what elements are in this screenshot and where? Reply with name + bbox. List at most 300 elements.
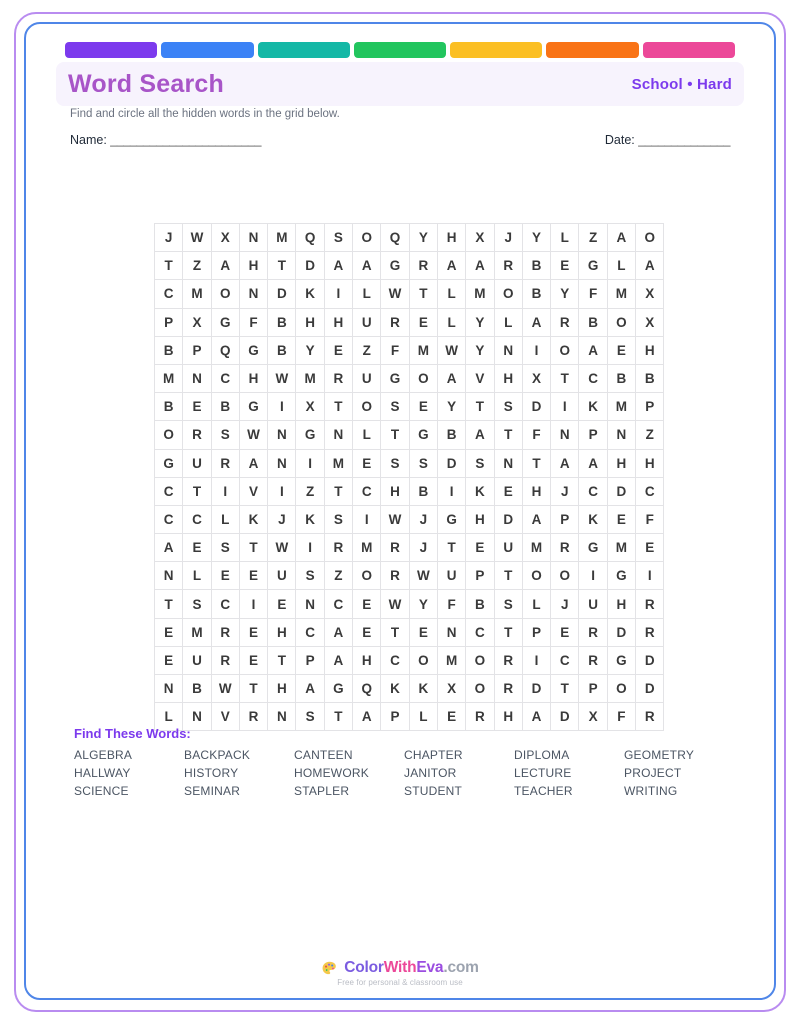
grid-cell-r4c6[interactable]: H xyxy=(296,308,324,336)
grid-cell-r3c17[interactable]: M xyxy=(607,280,635,308)
grid-cell-r8c16[interactable]: P xyxy=(579,421,607,449)
grid-cell-r3c9[interactable]: W xyxy=(381,280,409,308)
grid-cell-r1c10[interactable]: Y xyxy=(409,224,437,252)
wordlist-item[interactable]: STUDENT xyxy=(404,784,463,798)
grid-cell-r18c3[interactable]: V xyxy=(211,703,239,731)
grid-cell-r3c14[interactable]: B xyxy=(522,280,550,308)
grid-cell-r2c7[interactable]: A xyxy=(324,252,352,280)
grid-cell-r2c11[interactable]: A xyxy=(437,252,465,280)
grid-cell-r17c18[interactable]: D xyxy=(636,675,664,703)
grid-cell-r12c12[interactable]: E xyxy=(466,534,494,562)
grid-cell-r1c17[interactable]: A xyxy=(607,224,635,252)
grid-cell-r6c13[interactable]: H xyxy=(494,364,522,392)
grid-cell-r17c6[interactable]: A xyxy=(296,675,324,703)
grid-cell-r15c7[interactable]: A xyxy=(324,618,352,646)
grid-cell-r11c6[interactable]: K xyxy=(296,505,324,533)
wordlist-item[interactable]: BACKPACK xyxy=(184,748,251,762)
grid-cell-r8c5[interactable]: N xyxy=(268,421,296,449)
grid-cell-r5c14[interactable]: I xyxy=(522,336,550,364)
grid-cell-r12c14[interactable]: M xyxy=(522,534,550,562)
grid-cell-r13c7[interactable]: Z xyxy=(324,562,352,590)
grid-cell-r7c5[interactable]: I xyxy=(268,393,296,421)
grid-cell-r15c2[interactable]: M xyxy=(183,618,211,646)
grid-cell-r8c13[interactable]: T xyxy=(494,421,522,449)
grid-cell-r11c3[interactable]: L xyxy=(211,505,239,533)
grid-cell-r3c3[interactable]: O xyxy=(211,280,239,308)
wordlist-item[interactable]: DIPLOMA xyxy=(514,748,570,762)
grid-cell-r12c15[interactable]: R xyxy=(551,534,579,562)
wordlist-item[interactable]: JANITOR xyxy=(404,766,457,780)
grid-cell-r9c6[interactable]: I xyxy=(296,449,324,477)
grid-cell-r2c12[interactable]: A xyxy=(466,252,494,280)
grid-cell-r16c9[interactable]: C xyxy=(381,646,409,674)
grid-cell-r17c16[interactable]: P xyxy=(579,675,607,703)
grid-cell-r8c11[interactable]: B xyxy=(437,421,465,449)
grid-cell-r14c3[interactable]: C xyxy=(211,590,239,618)
grid-cell-r5c9[interactable]: F xyxy=(381,336,409,364)
grid-cell-r13c8[interactable]: O xyxy=(353,562,381,590)
grid-cell-r4c15[interactable]: R xyxy=(551,308,579,336)
grid-cell-r11c9[interactable]: W xyxy=(381,505,409,533)
grid-cell-r7c14[interactable]: D xyxy=(522,393,550,421)
grid-cell-r16c2[interactable]: U xyxy=(183,646,211,674)
grid-cell-r5c15[interactable]: O xyxy=(551,336,579,364)
grid-cell-r14c4[interactable]: I xyxy=(239,590,267,618)
grid-cell-r7c16[interactable]: K xyxy=(579,393,607,421)
grid-cell-r9c8[interactable]: E xyxy=(353,449,381,477)
brand-wordmark[interactable] xyxy=(344,959,478,977)
grid-cell-r13c13[interactable]: T xyxy=(494,562,522,590)
grid-cell-r12c6[interactable]: I xyxy=(296,534,324,562)
grid-cell-r6c7[interactable]: R xyxy=(324,364,352,392)
grid-cell-r8c3[interactable]: S xyxy=(211,421,239,449)
grid-cell-r10c6[interactable]: Z xyxy=(296,477,324,505)
grid-cell-r9c12[interactable]: S xyxy=(466,449,494,477)
grid-cell-r11c5[interactable]: J xyxy=(268,505,296,533)
grid-cell-r16c18[interactable]: D xyxy=(636,646,664,674)
grid-cell-r16c15[interactable]: C xyxy=(551,646,579,674)
grid-cell-r9c5[interactable]: N xyxy=(268,449,296,477)
grid-cell-r12c11[interactable]: T xyxy=(437,534,465,562)
grid-cell-r11c2[interactable]: C xyxy=(183,505,211,533)
grid-cell-r9c4[interactable]: A xyxy=(239,449,267,477)
grid-cell-r5c13[interactable]: N xyxy=(494,336,522,364)
grid-cell-r11c13[interactable]: D xyxy=(494,505,522,533)
grid-cell-r18c14[interactable]: A xyxy=(522,703,550,731)
grid-cell-r1c15[interactable]: L xyxy=(551,224,579,252)
grid-cell-r1c3[interactable]: X xyxy=(211,224,239,252)
grid-cell-r12c2[interactable]: E xyxy=(183,534,211,562)
grid-cell-r15c13[interactable]: T xyxy=(494,618,522,646)
grid-cell-r18c18[interactable]: R xyxy=(636,703,664,731)
grid-cell-r1c6[interactable]: Q xyxy=(296,224,324,252)
grid-cell-r14c16[interactable]: U xyxy=(579,590,607,618)
grid-cell-r6c10[interactable]: O xyxy=(409,364,437,392)
grid-cell-r14c17[interactable]: H xyxy=(607,590,635,618)
grid-cell-r18c4[interactable]: R xyxy=(239,703,267,731)
grid-cell-r16c8[interactable]: H xyxy=(353,646,381,674)
grid-cell-r10c4[interactable]: V xyxy=(239,477,267,505)
grid-cell-r14c6[interactable]: N xyxy=(296,590,324,618)
grid-cell-r17c12[interactable]: O xyxy=(466,675,494,703)
grid-cell-r17c14[interactable]: D xyxy=(522,675,550,703)
grid-cell-r8c7[interactable]: N xyxy=(324,421,352,449)
grid-cell-r5c1[interactable]: B xyxy=(155,336,183,364)
wordlist-item[interactable]: STAPLER xyxy=(294,784,350,798)
grid-cell-r11c7[interactable]: S xyxy=(324,505,352,533)
grid-cell-r12c3[interactable]: S xyxy=(211,534,239,562)
grid-cell-r15c17[interactable]: D xyxy=(607,618,635,646)
grid-cell-r10c16[interactable]: C xyxy=(579,477,607,505)
grid-cell-r13c9[interactable]: R xyxy=(381,562,409,590)
grid-cell-r5c12[interactable]: Y xyxy=(466,336,494,364)
grid-cell-r7c10[interactable]: E xyxy=(409,393,437,421)
grid-cell-r9c13[interactable]: N xyxy=(494,449,522,477)
grid-cell-r8c8[interactable]: L xyxy=(353,421,381,449)
grid-cell-r5c6[interactable]: Y xyxy=(296,336,324,364)
wordlist-item[interactable]: HALLWAY xyxy=(74,766,131,780)
grid-cell-r6c17[interactable]: B xyxy=(607,364,635,392)
word-search-grid[interactable] xyxy=(154,223,664,731)
grid-cell-r10c15[interactable]: J xyxy=(551,477,579,505)
grid-cell-r15c12[interactable]: C xyxy=(466,618,494,646)
grid-cell-r5c18[interactable]: H xyxy=(636,336,664,364)
grid-cell-r18c8[interactable]: A xyxy=(353,703,381,731)
grid-cell-r3c6[interactable]: K xyxy=(296,280,324,308)
grid-cell-r15c16[interactable]: R xyxy=(579,618,607,646)
grid-cell-r7c6[interactable]: X xyxy=(296,393,324,421)
grid-cell-r14c14[interactable]: L xyxy=(522,590,550,618)
grid-cell-r1c4[interactable]: N xyxy=(239,224,267,252)
grid-cell-r12c8[interactable]: M xyxy=(353,534,381,562)
grid-cell-r3c12[interactable]: M xyxy=(466,280,494,308)
wordlist-item[interactable]: LECTURE xyxy=(514,766,572,780)
grid-cell-r13c5[interactable]: U xyxy=(268,562,296,590)
grid-cell-r8c6[interactable]: G xyxy=(296,421,324,449)
grid-cell-r5c11[interactable]: W xyxy=(437,336,465,364)
grid-cell-r15c8[interactable]: E xyxy=(353,618,381,646)
grid-cell-r12c18[interactable]: E xyxy=(636,534,664,562)
grid-cell-r13c15[interactable]: O xyxy=(551,562,579,590)
grid-cell-r2c8[interactable]: A xyxy=(353,252,381,280)
grid-cell-r15c3[interactable]: R xyxy=(211,618,239,646)
grid-cell-r9c11[interactable]: D xyxy=(437,449,465,477)
grid-cell-r12c13[interactable]: U xyxy=(494,534,522,562)
grid-cell-r6c9[interactable]: G xyxy=(381,364,409,392)
grid-cell-r14c10[interactable]: Y xyxy=(409,590,437,618)
grid-cell-r18c7[interactable]: T xyxy=(324,703,352,731)
grid-cell-r8c17[interactable]: N xyxy=(607,421,635,449)
grid-cell-r14c18[interactable]: R xyxy=(636,590,664,618)
grid-cell-r8c15[interactable]: N xyxy=(551,421,579,449)
grid-cell-r4c7[interactable]: H xyxy=(324,308,352,336)
grid-cell-r7c4[interactable]: G xyxy=(239,393,267,421)
grid-cell-r13c1[interactable]: N xyxy=(155,562,183,590)
grid-cell-r10c18[interactable]: C xyxy=(636,477,664,505)
grid-cell-r11c12[interactable]: H xyxy=(466,505,494,533)
grid-cell-r14c7[interactable]: C xyxy=(324,590,352,618)
grid-cell-r18c2[interactable]: N xyxy=(183,703,211,731)
grid-cell-r11c8[interactable]: I xyxy=(353,505,381,533)
grid-cell-r2c4[interactable]: H xyxy=(239,252,267,280)
grid-cell-r4c10[interactable]: E xyxy=(409,308,437,336)
grid-cell-r6c11[interactable]: A xyxy=(437,364,465,392)
grid-cell-r8c10[interactable]: G xyxy=(409,421,437,449)
grid-cell-r12c9[interactable]: R xyxy=(381,534,409,562)
grid-cell-r18c5[interactable]: N xyxy=(268,703,296,731)
grid-cell-r15c9[interactable]: T xyxy=(381,618,409,646)
grid-cell-r7c11[interactable]: Y xyxy=(437,393,465,421)
grid-cell-r18c12[interactable]: R xyxy=(466,703,494,731)
grid-cell-r17c1[interactable]: N xyxy=(155,675,183,703)
grid-cell-r18c9[interactable]: P xyxy=(381,703,409,731)
grid-cell-r17c10[interactable]: K xyxy=(409,675,437,703)
wordlist-item[interactable]: TEACHER xyxy=(514,784,573,798)
grid-cell-r16c1[interactable]: E xyxy=(155,646,183,674)
grid-cell-r13c10[interactable]: W xyxy=(409,562,437,590)
grid-cell-r17c17[interactable]: O xyxy=(607,675,635,703)
grid-cell-r14c15[interactable]: J xyxy=(551,590,579,618)
grid-cell-r11c14[interactable]: A xyxy=(522,505,550,533)
grid-cell-r2c9[interactable]: G xyxy=(381,252,409,280)
grid-cell-r4c1[interactable]: P xyxy=(155,308,183,336)
grid-cell-r1c9[interactable]: Q xyxy=(381,224,409,252)
grid-cell-r9c1[interactable]: G xyxy=(155,449,183,477)
grid-cell-r10c17[interactable]: D xyxy=(607,477,635,505)
grid-cell-r6c6[interactable]: M xyxy=(296,364,324,392)
grid-cell-r18c1[interactable]: L xyxy=(155,703,183,731)
grid-cell-r18c16[interactable]: X xyxy=(579,703,607,731)
grid-cell-r16c12[interactable]: O xyxy=(466,646,494,674)
grid-cell-r15c14[interactable]: P xyxy=(522,618,550,646)
grid-cell-r5c16[interactable]: A xyxy=(579,336,607,364)
grid-cell-r13c16[interactable]: I xyxy=(579,562,607,590)
grid-cell-r1c16[interactable]: Z xyxy=(579,224,607,252)
name-field[interactable] xyxy=(70,133,261,147)
grid-cell-r9c16[interactable]: A xyxy=(579,449,607,477)
wordlist-item[interactable]: WRITING xyxy=(624,784,678,798)
grid-cell-r6c8[interactable]: U xyxy=(353,364,381,392)
grid-cell-r5c3[interactable]: Q xyxy=(211,336,239,364)
grid-cell-r14c11[interactable]: F xyxy=(437,590,465,618)
grid-cell-r5c5[interactable]: B xyxy=(268,336,296,364)
grid-cell-r2c14[interactable]: B xyxy=(522,252,550,280)
grid-cell-r9c18[interactable]: H xyxy=(636,449,664,477)
grid-cell-r13c2[interactable]: L xyxy=(183,562,211,590)
grid-cell-r17c4[interactable]: T xyxy=(239,675,267,703)
wordlist-item[interactable]: HISTORY xyxy=(184,766,239,780)
grid-cell-r7c12[interactable]: T xyxy=(466,393,494,421)
grid-cell-r6c1[interactable]: M xyxy=(155,364,183,392)
grid-cell-r3c4[interactable]: N xyxy=(239,280,267,308)
grid-cell-r13c6[interactable]: S xyxy=(296,562,324,590)
grid-cell-r13c3[interactable]: E xyxy=(211,562,239,590)
grid-cell-r11c11[interactable]: G xyxy=(437,505,465,533)
grid-cell-r12c16[interactable]: G xyxy=(579,534,607,562)
grid-cell-r7c1[interactable]: B xyxy=(155,393,183,421)
grid-cell-r12c7[interactable]: R xyxy=(324,534,352,562)
grid-cell-r13c4[interactable]: E xyxy=(239,562,267,590)
grid-cell-r9c17[interactable]: H xyxy=(607,449,635,477)
grid-cell-r9c3[interactable]: R xyxy=(211,449,239,477)
grid-cell-r8c14[interactable]: F xyxy=(522,421,550,449)
grid-cell-r15c10[interactable]: E xyxy=(409,618,437,646)
grid-cell-r5c8[interactable]: Z xyxy=(353,336,381,364)
grid-cell-r16c5[interactable]: T xyxy=(268,646,296,674)
grid-cell-r11c18[interactable]: F xyxy=(636,505,664,533)
grid-cell-r6c15[interactable]: T xyxy=(551,364,579,392)
grid-cell-r4c18[interactable]: X xyxy=(636,308,664,336)
wordlist-item[interactable]: CANTEEN xyxy=(294,748,353,762)
grid-cell-r17c2[interactable]: B xyxy=(183,675,211,703)
grid-cell-r16c17[interactable]: G xyxy=(607,646,635,674)
grid-cell-r13c18[interactable]: I xyxy=(636,562,664,590)
grid-cell-r4c3[interactable]: G xyxy=(211,308,239,336)
grid-cell-r3c11[interactable]: L xyxy=(437,280,465,308)
grid-cell-r5c2[interactable]: P xyxy=(183,336,211,364)
grid-cell-r2c13[interactable]: R xyxy=(494,252,522,280)
grid-cell-r4c4[interactable]: F xyxy=(239,308,267,336)
grid-cell-r16c3[interactable]: R xyxy=(211,646,239,674)
grid-cell-r18c10[interactable]: L xyxy=(409,703,437,731)
grid-cell-r17c11[interactable]: X xyxy=(437,675,465,703)
grid-cell-r4c16[interactable]: B xyxy=(579,308,607,336)
grid-cell-r18c11[interactable]: E xyxy=(437,703,465,731)
grid-cell-r2c18[interactable]: A xyxy=(636,252,664,280)
grid-cell-r15c6[interactable]: C xyxy=(296,618,324,646)
grid-cell-r7c2[interactable]: E xyxy=(183,393,211,421)
wordlist-item[interactable]: SEMINAR xyxy=(184,784,241,798)
grid-cell-r15c18[interactable]: R xyxy=(636,618,664,646)
wordlist-item[interactable]: SCIENCE xyxy=(74,784,129,798)
grid-cell-r14c8[interactable]: E xyxy=(353,590,381,618)
grid-cell-r16c6[interactable]: P xyxy=(296,646,324,674)
grid-cell-r2c16[interactable]: G xyxy=(579,252,607,280)
wordlist-item[interactable]: GEOMETRY xyxy=(624,748,695,762)
grid-cell-r7c3[interactable]: B xyxy=(211,393,239,421)
grid-cell-r1c8[interactable]: O xyxy=(353,224,381,252)
grid-cell-r12c10[interactable]: J xyxy=(409,534,437,562)
wordlist-item[interactable]: CHAPTER xyxy=(404,748,463,762)
grid-cell-r8c12[interactable]: A xyxy=(466,421,494,449)
grid-cell-r5c10[interactable]: M xyxy=(409,336,437,364)
grid-cell-r2c3[interactable]: A xyxy=(211,252,239,280)
grid-cell-r6c14[interactable]: X xyxy=(522,364,550,392)
grid-cell-r7c7[interactable]: T xyxy=(324,393,352,421)
grid-cell-r15c5[interactable]: H xyxy=(268,618,296,646)
grid-cell-r3c16[interactable]: F xyxy=(579,280,607,308)
grid-cell-r1c12[interactable]: X xyxy=(466,224,494,252)
grid-cell-r2c2[interactable]: Z xyxy=(183,252,211,280)
wordlist-item[interactable]: ALGEBRA xyxy=(74,748,133,762)
grid-cell-r12c4[interactable]: T xyxy=(239,534,267,562)
grid-cell-r11c15[interactable]: P xyxy=(551,505,579,533)
grid-cell-r2c1[interactable]: T xyxy=(155,252,183,280)
grid-cell-r2c10[interactable]: R xyxy=(409,252,437,280)
grid-cell-r9c2[interactable]: U xyxy=(183,449,211,477)
grid-cell-r1c13[interactable]: J xyxy=(494,224,522,252)
grid-cell-r17c15[interactable]: T xyxy=(551,675,579,703)
grid-cell-r11c1[interactable]: C xyxy=(155,505,183,533)
grid-cell-r12c1[interactable]: A xyxy=(155,534,183,562)
grid-cell-r17c3[interactable]: W xyxy=(211,675,239,703)
grid-cell-r13c17[interactable]: G xyxy=(607,562,635,590)
grid-cell-r10c5[interactable]: I xyxy=(268,477,296,505)
wordlist-item[interactable]: HOMEWORK xyxy=(294,766,369,780)
grid-cell-r10c11[interactable]: I xyxy=(437,477,465,505)
grid-cell-r15c15[interactable]: E xyxy=(551,618,579,646)
grid-cell-r3c5[interactable]: D xyxy=(268,280,296,308)
grid-cell-r3c2[interactable]: M xyxy=(183,280,211,308)
grid-cell-r4c11[interactable]: L xyxy=(437,308,465,336)
grid-cell-r3c18[interactable]: X xyxy=(636,280,664,308)
grid-cell-r8c2[interactable]: R xyxy=(183,421,211,449)
grid-cell-r7c18[interactable]: P xyxy=(636,393,664,421)
grid-cell-r16c4[interactable]: E xyxy=(239,646,267,674)
grid-cell-r17c7[interactable]: G xyxy=(324,675,352,703)
grid-cell-r10c14[interactable]: H xyxy=(522,477,550,505)
grid-cell-r14c12[interactable]: B xyxy=(466,590,494,618)
grid-cell-r1c18[interactable]: O xyxy=(636,224,664,252)
grid-cell-r11c10[interactable]: J xyxy=(409,505,437,533)
grid-cell-r4c5[interactable]: B xyxy=(268,308,296,336)
grid-cell-r10c13[interactable]: E xyxy=(494,477,522,505)
grid-cell-r11c16[interactable]: K xyxy=(579,505,607,533)
grid-cell-r4c13[interactable]: L xyxy=(494,308,522,336)
grid-cell-r10c3[interactable]: I xyxy=(211,477,239,505)
grid-cell-r10c7[interactable]: T xyxy=(324,477,352,505)
grid-cell-r7c9[interactable]: S xyxy=(381,393,409,421)
grid-cell-r1c5[interactable]: M xyxy=(268,224,296,252)
grid-cell-r4c8[interactable]: U xyxy=(353,308,381,336)
grid-cell-r16c7[interactable]: A xyxy=(324,646,352,674)
grid-cell-r2c6[interactable]: D xyxy=(296,252,324,280)
grid-cell-r3c13[interactable]: O xyxy=(494,280,522,308)
grid-cell-r3c10[interactable]: T xyxy=(409,280,437,308)
grid-cell-r3c8[interactable]: L xyxy=(353,280,381,308)
grid-cell-r14c2[interactable]: S xyxy=(183,590,211,618)
grid-cell-r1c7[interactable]: S xyxy=(324,224,352,252)
grid-cell-r17c5[interactable]: H xyxy=(268,675,296,703)
grid-cell-r7c13[interactable]: S xyxy=(494,393,522,421)
grid-cell-r3c1[interactable]: C xyxy=(155,280,183,308)
grid-cell-r11c17[interactable]: E xyxy=(607,505,635,533)
grid-cell-r6c4[interactable]: H xyxy=(239,364,267,392)
grid-cell-r6c12[interactable]: V xyxy=(466,364,494,392)
grid-cell-r5c17[interactable]: E xyxy=(607,336,635,364)
grid-cell-r1c2[interactable]: W xyxy=(183,224,211,252)
grid-cell-r10c2[interactable]: T xyxy=(183,477,211,505)
grid-cell-r6c2[interactable]: N xyxy=(183,364,211,392)
grid-cell-r4c9[interactable]: R xyxy=(381,308,409,336)
grid-cell-r5c7[interactable]: E xyxy=(324,336,352,364)
grid-cell-r17c9[interactable]: K xyxy=(381,675,409,703)
grid-cell-r9c14[interactable]: T xyxy=(522,449,550,477)
grid-cell-r3c15[interactable]: Y xyxy=(551,280,579,308)
grid-cell-r8c4[interactable]: W xyxy=(239,421,267,449)
grid-cell-r1c11[interactable]: H xyxy=(437,224,465,252)
grid-cell-r16c13[interactable]: R xyxy=(494,646,522,674)
grid-cell-r17c13[interactable]: R xyxy=(494,675,522,703)
grid-cell-r18c17[interactable]: F xyxy=(607,703,635,731)
grid-cell-r6c3[interactable]: C xyxy=(211,364,239,392)
grid-cell-r8c9[interactable]: T xyxy=(381,421,409,449)
grid-cell-r9c15[interactable]: A xyxy=(551,449,579,477)
grid-cell-r12c5[interactable]: W xyxy=(268,534,296,562)
wordlist-item[interactable]: PROJECT xyxy=(624,766,682,780)
grid-cell-r9c10[interactable]: S xyxy=(409,449,437,477)
grid-cell-r4c14[interactable]: A xyxy=(522,308,550,336)
